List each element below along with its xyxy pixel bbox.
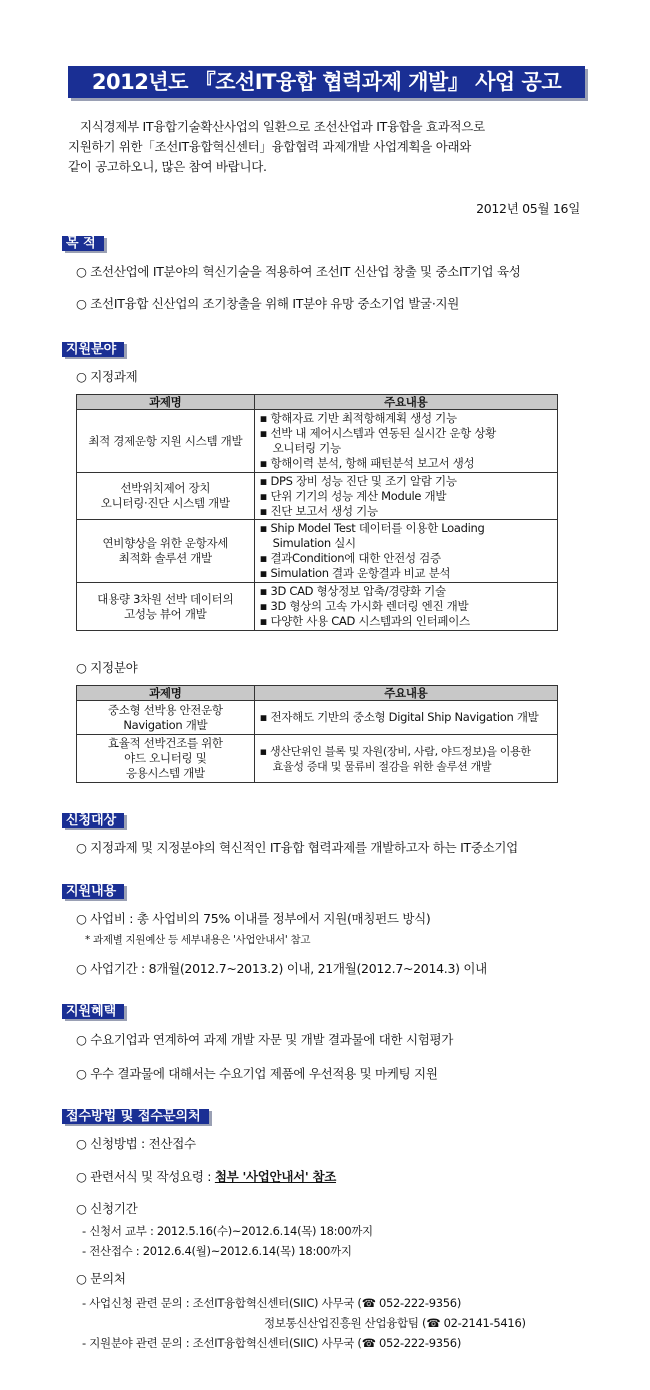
support-cost-bullet: ○ 사업비 : 총 사업비의 75% 이내를 정부에서 지원(매칭펀드 방식) bbox=[76, 911, 431, 926]
column-header-content: 주요내용 bbox=[254, 686, 557, 701]
support-period-bullet: ○ 사업기간 : 8개월(2012.7~2013.2) 이내, 21개월(2012.7~2014.3) 이내 bbox=[76, 961, 487, 976]
designated-tasks-table bbox=[76, 394, 558, 631]
task-content: ▪ 항해자료 기반 최적항해계획 생성 기능 ▪ 선박 내 제어시스템과 연동된 실시간 운항 상황 오니터링 기능 ▪ 항해이력 분석, 항해 패턴분석 보고서 생성 bbox=[254, 410, 557, 473]
section-header-benefits: 지원혜택 bbox=[62, 1004, 124, 1019]
support-cost-note: * 과제별 지원예산 등 세부내용은 '사업안내서' 참고 bbox=[85, 934, 311, 946]
purpose-bullet: ○ 조선산업에 IT분야의 혁신기술을 적용하여 조선IT 신산업 창출 및 중소IT기업 육성 bbox=[76, 264, 521, 279]
contact-item: - 지원분야 관련 문의 : 조선IT융합혁신센터(SIIC) 사무국 (☎ 052-222-9356) bbox=[82, 1336, 462, 1350]
column-header-task: 과제명 bbox=[77, 686, 255, 701]
section-header-eligibility: 신청대상 bbox=[62, 813, 124, 828]
section-header-purpose: 목 적 bbox=[62, 236, 104, 251]
benefit-bullet: ○ 우수 결과물에 대해서는 수요기업 제품에 우선적용 및 마케팅 지원 bbox=[76, 1066, 438, 1081]
designated-tasks-label: ○ 지정과제 bbox=[76, 369, 138, 384]
column-header-task: 과제명 bbox=[77, 395, 255, 410]
task-content: ▪ Ship Model Test 데이터를 이용한 Loading Simulation 실시 ▪ 결과Condition에 대한 안전성 검증 ▪ Simulation 결과 운항결과 비교 분석 bbox=[254, 520, 557, 583]
forms-line bbox=[76, 1168, 336, 1186]
section-header-support-content: 지원내용 bbox=[62, 884, 124, 899]
period-item: - 전산접수 : 2012.6.4(월)~2012.6.14(목) 18:00까지 bbox=[82, 1244, 352, 1258]
purpose-bullet: ○ 조선IT융합 신산업의 조기창출을 위해 IT분야 유망 중소기업 발굴·지원 bbox=[76, 296, 460, 311]
designated-fields-label: ○ 지정분야 bbox=[76, 660, 138, 675]
application-method: ○ 신청방법 : 전산접수 bbox=[76, 1136, 196, 1151]
announcement-date: 2012년 05월 16일 bbox=[476, 201, 580, 216]
period-item: - 신청서 교부 : 2012.5.16(수)~2012.6.14(목) 18:00까지 bbox=[82, 1224, 373, 1238]
task-name: 선박위치제어 장치 오니터링·진단 시스템 개발 bbox=[77, 473, 255, 520]
forms-prefix: ○ 관련서식 및 작성요령 : bbox=[76, 1169, 215, 1184]
designated-fields-table bbox=[76, 685, 558, 783]
task-name: 대용량 3차원 선박 데이터의 고성능 뷰어 개발 bbox=[77, 583, 255, 631]
task-name: 연비향상을 위한 운항자세 최적화 솔루션 개발 bbox=[77, 520, 255, 583]
section-header-support-field: 지원분야 bbox=[62, 342, 124, 357]
page-title: 2012년도 『조선IT융합 협력과제 개발』 사업 공고 bbox=[68, 66, 585, 98]
field-content: ▪ 전자해도 기반의 중소형 Digital Ship Navigation 개발 bbox=[254, 701, 557, 735]
intro-line-1: 지식경제부 IT융합기술확산사업의 일환으로 조선산업과 IT융합을 효과적으로 bbox=[80, 119, 485, 134]
field-content: ▪ 생산단위인 블록 및 자원(장비, 사람, 야드정보)을 이용한 효율성 증대 및 물류비 절감을 위한 솔루션 개발 bbox=[254, 735, 557, 783]
contact-label: ○ 문의처 bbox=[76, 1271, 126, 1286]
field-name: 효율적 선박건조를 위한 야드 오니터링 및 응용시스템 개발 bbox=[77, 735, 255, 783]
intro-line-2: 지원하기 위한「조선IT융합혁신센터」융합협력 과제개발 사업계획을 아래와 bbox=[68, 139, 472, 154]
task-content: ▪ 3D CAD 형상정보 압축/경량화 기술 ▪ 3D 형상의 고속 가시화 렌더링 엔진 개발 ▪ 다양한 사용 CAD 시스템과의 인터페이스 bbox=[254, 583, 557, 631]
task-name: 최적 경제운항 지원 시스템 개발 bbox=[77, 410, 255, 473]
guidebook-link[interactable]: 첨부 '사업안내서' 참조 bbox=[214, 1169, 337, 1184]
benefit-bullet: ○ 수요기업과 연계하여 과제 개발 자문 및 개발 결과물에 대한 시험평가 bbox=[76, 1032, 454, 1047]
eligibility-bullet: ○ 지정과제 및 지정분야의 혁신적인 IT융합 협력과제를 개발하고자 하는 IT중소기업 bbox=[76, 840, 518, 855]
contact-item: - 사업신청 관련 문의 : 조선IT융합혁신센터(SIIC) 사무국 (☎ 052-222-9356) bbox=[82, 1296, 462, 1310]
task-content: ▪ DPS 장비 성능 진단 및 조기 알람 기능 ▪ 단위 기기의 성능 계산 Module 개발 ▪ 진단 보고서 생성 기능 bbox=[254, 473, 557, 520]
column-header-content: 주요내용 bbox=[254, 395, 557, 410]
intro-line-3: 같이 공고하오니, 많은 참여 바랍니다. bbox=[68, 159, 267, 174]
section-header-application: 접수방법 및 접수문의처 bbox=[62, 1109, 209, 1124]
field-name: 중소형 선박용 안전운항 Navigation 개발 bbox=[77, 701, 255, 735]
period-label: ○ 신청기간 bbox=[76, 1201, 138, 1216]
contact-item: 정보통신산업진흥원 산업융합팀 (☎ 02-2141-5416) bbox=[264, 1316, 526, 1330]
